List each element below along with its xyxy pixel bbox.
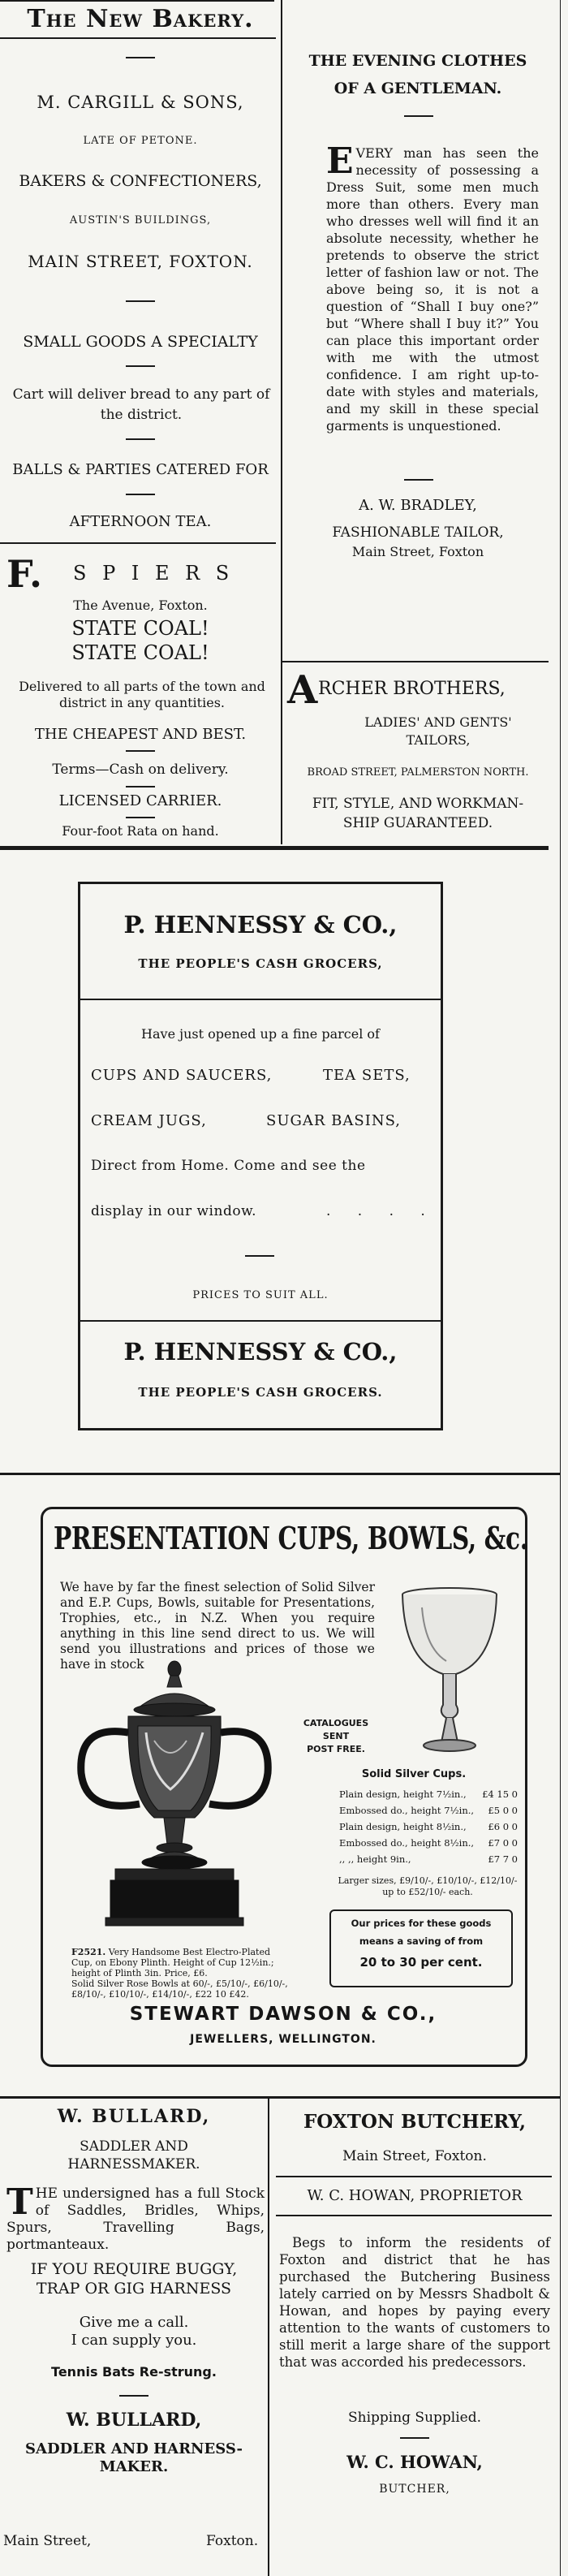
bullard-trade-2: HARNESSMAKER.	[67, 2156, 200, 2173]
right-edge-rule	[560, 0, 561, 2576]
section-rule-3	[0, 2096, 560, 2099]
bakery-trade: BAKERS & CONFECTIONERS,	[19, 172, 262, 190]
bakery-address: MAIN STREET, FOXTON.	[28, 252, 253, 271]
butchery-rule-2	[276, 2215, 552, 2216]
divider	[126, 300, 155, 302]
divider	[126, 750, 155, 752]
bakery-delivery: Cart will deliver bread to any part of the district.	[12, 386, 270, 423]
bullard-trade-4: MAKER.	[99, 2458, 169, 2475]
bakery-afternoon: AFTERNOON TEA.	[69, 513, 212, 530]
caption-number: F2521.	[71, 1947, 106, 1957]
hennessy-tagline: THE PEOPLE'S CASH GROCERS,	[138, 956, 383, 971]
silver-row-desc: Embossed do., height 8½in.,	[339, 1837, 475, 1849]
bullard-tennis: Tennis Bats Re-strung.	[51, 2364, 217, 2380]
prices-box-line-2: means a saving of from	[359, 1935, 484, 1947]
spiers-terms: Terms—Cash on delivery.	[52, 762, 229, 778]
bullard-give-1: Give me a call.	[79, 2314, 189, 2331]
bradley-heading-1: THE EVENING CLOTHES	[308, 52, 527, 70]
divider	[126, 438, 155, 440]
butchery-rule-1	[276, 2176, 552, 2177]
bullard-name-2: W. BULLARD,	[66, 2410, 202, 2431]
bradley-name: A. W. BRADLEY,	[359, 497, 477, 514]
silver-row-desc: Plain design, height 8½in.,	[339, 1821, 467, 1832]
divider	[126, 57, 155, 58]
divider	[119, 2395, 148, 2397]
divider	[126, 786, 155, 787]
catalogues-line-3: POST FREE.	[307, 1744, 365, 1754]
prices-box-line-3: 20 to 30 per cent.	[359, 1955, 483, 1970]
silver-row-price: £6 0 0	[488, 1821, 518, 1832]
archer-heading-rest: RCHER BROTHERS,	[318, 679, 506, 699]
hennessy-dots: . . . .	[326, 1203, 437, 1219]
presentation-heading: PRESENTATION CUPS, BOWLS, &c.	[54, 1520, 528, 1556]
prices-box-line-1: Our prices for these goods	[351, 1918, 492, 1929]
bakery-heading: The New Bakery.	[27, 5, 254, 33]
presentation-firm: STEWART DAWSON & CO.,	[129, 2004, 437, 2025]
hennessy-rule-1	[80, 999, 441, 1000]
spiers-address: The Avenue, Foxton.	[73, 598, 208, 613]
divider	[404, 115, 433, 117]
silver-row-price: £7 0 0	[488, 1837, 518, 1849]
hennessy-rule-2	[80, 1320, 441, 1322]
butchery-name: W. C. HOWAN,	[346, 2452, 483, 2472]
archer-heading-a: A	[287, 667, 318, 713]
spiers-cheapest: THE CHEAPEST AND BEST.	[34, 726, 247, 743]
hennessy-prices: PRICES TO SUIT ALL.	[192, 1289, 329, 1301]
bakery-heading-rule	[0, 37, 276, 39]
divider	[126, 365, 155, 367]
silver-row	[339, 1835, 518, 1851]
bullard-town: Foxton.	[206, 2533, 259, 2549]
silver-row	[339, 1802, 518, 1819]
butchery-shipping: Shipping Supplied.	[347, 2410, 482, 2426]
spiers-coal-1: STATE COAL!	[71, 617, 209, 640]
bullard-require-2: TRAP OR GIG HARNESS	[36, 2280, 232, 2298]
caption-text: Very Handsome Best Electro-Plated Cup, on Ebony Plinth. Height of Cup 12½in.; height of Plinth 3in. Price, £6.	[71, 1947, 274, 1978]
bullard-name: W. BULLARD,	[57, 2106, 211, 2127]
bradley-address: Main Street, Foxton	[351, 544, 484, 559]
hennessy-item-4: SUGAR BASINS,	[266, 1112, 401, 1129]
bradley-body-text: VERY man has seen the necessity of possessing a Dress Suit, some men much more than others. Every man who dresses well will find it an absolute necessity, whether he pretends to observe the strict letter of fashion law or not. The above being so, it is not a question of “Shall I buy one?” but “Where shall I buy it?” You can place this important order with me with the utmost confidence. I am right up-to-date with styles and materials, and my skill in these special garments is unquestioned.	[326, 145, 539, 434]
divider	[126, 817, 155, 818]
bullard-give-2: I can supply you.	[71, 2332, 197, 2349]
archer-address: BROAD STREET, PALMERSTON NORTH.	[307, 766, 529, 779]
hennessy-item-1: CUPS AND SAUCERS,	[91, 1067, 273, 1084]
bradley-heading-2: OF A GENTLEMAN.	[333, 80, 502, 97]
column-divider-bottom	[268, 2099, 269, 2576]
hennessy-name: P. HENNESSY & CO.,	[123, 911, 398, 938]
top-rule-left	[0, 0, 274, 2]
butchery-heading: FOXTON BUTCHERY,	[303, 2111, 527, 2133]
bakery-proprietor: M. CARGILL & SONS,	[37, 93, 244, 112]
archer-top-rule	[282, 661, 549, 662]
column-divider-top	[281, 0, 282, 844]
archer-sub-2: TAILORS,	[406, 732, 471, 748]
bradley-body	[326, 140, 539, 434]
spiers-name: S P I E R S	[73, 562, 235, 585]
bullard-require-1: IF YOU REQUIRE BUGGY,	[30, 2260, 238, 2278]
archer-sub-1: LADIES' AND GENTS'	[364, 714, 512, 730]
bullard-street: Main Street,	[3, 2533, 92, 2549]
silver-row-desc: ,, ,, height 9in.,	[339, 1853, 411, 1865]
divider	[126, 494, 155, 495]
section-rule-2	[0, 1473, 560, 1475]
butchery-address: Main Street, Foxton.	[342, 2148, 487, 2164]
bakery-catering: BALLS & PARTIES CATERED FOR	[12, 461, 269, 478]
bakery-buildings: AUSTIN'S BUILDINGS,	[69, 214, 212, 227]
bullard-body	[6, 2181, 265, 2254]
trophy-cup-illustration	[49, 1651, 300, 1944]
caption-text-2: Solid Silver Rose Bowls at 60/-, £5/10/-, £6/10/-, £8/10/-, £10/10/-, £14/10/-, £22 10 £42.	[71, 1978, 288, 2000]
silver-row-price: £7 7 0	[488, 1853, 518, 1865]
butchery-trade: BUTCHER,	[379, 2483, 450, 2496]
hennessy-tagline-2: THE PEOPLE'S CASH GROCERS.	[138, 1385, 383, 1400]
bradley-dropcap: E	[326, 140, 354, 182]
hennessy-line-a: Direct from Home. Come and see the	[91, 1158, 366, 1174]
silver-price-list	[339, 1786, 518, 1867]
silver-row-price: £5 0 0	[488, 1805, 518, 1816]
bakery-late-of: LATE OF PETONE.	[83, 135, 198, 147]
silver-heading: Solid Silver Cups.	[361, 1768, 467, 1780]
divider	[400, 2437, 429, 2439]
catalogues-line-1: CATALOGUES	[303, 1718, 369, 1728]
divider	[404, 479, 433, 481]
spiers-rata: Four-foot Rata on hand.	[62, 823, 219, 839]
silver-row	[339, 1851, 518, 1867]
bakery-specialty: SMALL GOODS A SPECIALTY	[23, 333, 258, 351]
spiers-initial: F.	[6, 552, 43, 596]
butchery-body: Begs to inform the residents of Foxton and district that he has purchased the Butchering Business lately carried on by Messrs Shadbolt & Howan, and hopes by paying every attention to the wants of customers to still merit a large share of the support that was accorded his predecessors.	[279, 2235, 550, 2370]
silver-row	[339, 1786, 518, 1802]
bullard-trade-3: SADDLER AND HARNESS-	[25, 2440, 243, 2457]
presentation-caption	[71, 1947, 290, 2000]
silver-row-desc: Embossed do., height 7½in.,	[339, 1805, 475, 1816]
butchery-proprietor: W. C. HOWAN, PROPRIETOR	[307, 2187, 523, 2204]
bakery-bottom-rule	[0, 542, 276, 544]
presentation-firm-sub: JEWELLERS, WELLINGTON.	[190, 2033, 377, 2046]
archer-slogan-1: FIT, STYLE, AND WORKMAN-	[312, 796, 524, 812]
hennessy-item-2: TEA SETS,	[323, 1067, 411, 1084]
spiers-coal-2: STATE COAL!	[71, 641, 209, 664]
silver-row	[339, 1819, 518, 1835]
presentation-intro: We have by far the finest selection of Solid Silver and E.P. Cups, Bowls, suitable for Presentations, Trophies, etc., in N.Z. When you require anything in this line send direct to us. We will send you illustrations and prices of those we have in stock	[60, 1580, 375, 1672]
hennessy-intro: Have just opened up a fine parcel of	[141, 1026, 380, 1042]
catalogues-line-2: SENT	[322, 1731, 350, 1741]
section-rule-1	[0, 846, 549, 850]
spiers-carrier: LICENSED CARRIER.	[58, 792, 222, 809]
bullard-dropcap: T	[6, 2181, 33, 2223]
bullard-body-text: HE undersigned has a full Stock of Saddles, Bridles, Whips, Spurs, Travelling Bags, portmanteaux.	[6, 2186, 265, 2253]
bradley-title: FASHIONABLE TAILOR,	[332, 524, 504, 541]
silver-larger: Larger sizes, £9/10/-, £10/10/-, £12/10/- up to £52/10/- each.	[338, 1875, 518, 1897]
archer-slogan-2: SHIP GUARANTEED.	[342, 815, 493, 831]
divider	[245, 1255, 274, 1257]
bullard-trade-1: SADDLER AND	[80, 2138, 188, 2155]
spiers-delivered: Delivered to all parts of the town and district in any quantities.	[19, 679, 265, 710]
silver-goblet-illustration	[393, 1583, 506, 1762]
silver-row-desc: Plain design, height 7½in.,	[339, 1789, 467, 1800]
hennessy-line-b: display in our window.	[91, 1203, 257, 1219]
silver-row-price: £4 15 0	[482, 1789, 518, 1800]
hennessy-name-2: P. HENNESSY & CO.,	[123, 1338, 398, 1366]
hennessy-item-3: CREAM JUGS,	[91, 1112, 207, 1129]
